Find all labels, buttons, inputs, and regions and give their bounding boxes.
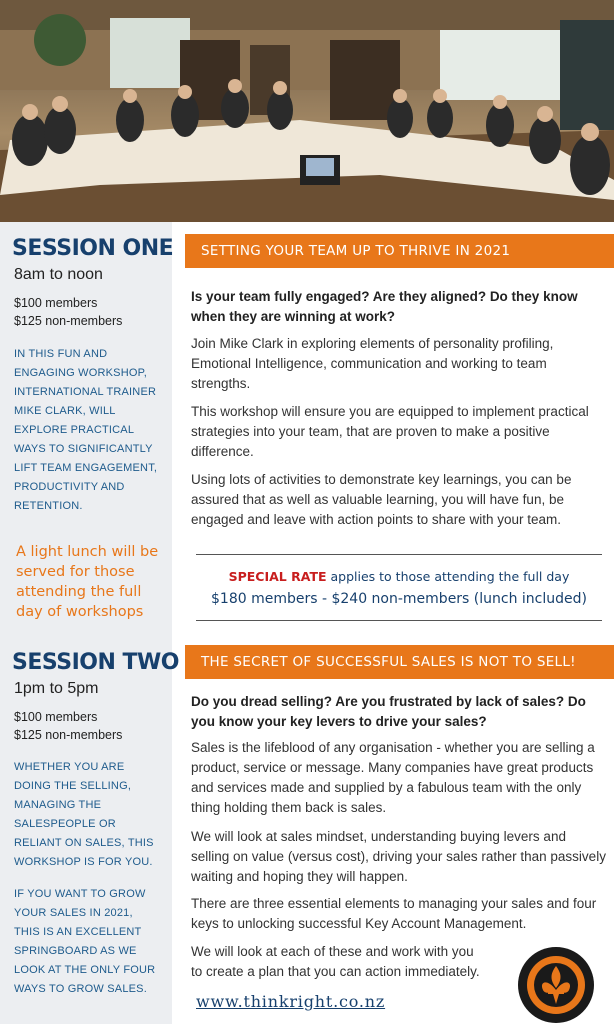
session-two-title: SESSION TWO [12, 650, 180, 675]
growth-line: THIS IS AN EXCELLENT [14, 926, 142, 938]
section-two-question: Do you dread selling? Are you frustrated by lack of sales? Do you know your key levers to drive your sales? [191, 694, 586, 729]
growth-line: IF YOU WANT TO GROW [14, 888, 146, 900]
lunch-line: attending the full [16, 584, 142, 600]
special-rate-line [196, 566, 602, 588]
session-one-time: 8am to noon [14, 266, 103, 283]
website-link[interactable]: www.thinkright.co.nz [196, 992, 386, 1011]
divider-top [196, 554, 602, 555]
triple-guarantee-logo [517, 946, 595, 1024]
description-line: WHETHER YOU ARE [14, 761, 125, 773]
session-two-time: 1pm to 5pm [14, 680, 99, 697]
description-line: DOING THE SELLING, [14, 780, 132, 792]
description-line: PRODUCTIVITY AND [14, 481, 125, 493]
session-one-price-non-members: $125 non-members [14, 314, 123, 328]
special-rate-prices: $180 members - $240 non-members (lunch included) [211, 591, 587, 607]
section-two-para-2: We will look at sales mindset, understanding buying levers and selling on value (versus cost), driving your sales rather than passively waiting and hoping they will happen. [191, 829, 606, 884]
lunch-note [16, 542, 166, 622]
growth-line: YOUR SALES IN 2021, [14, 907, 133, 919]
lunch-line: day of workshops [16, 604, 144, 620]
description-line: MIKE CLARK, WILL [14, 405, 116, 417]
section-one-question: Is your team fully engaged? Are they aligned? Do they know when they are winning at work? [191, 289, 578, 324]
description-line: WAYS TO SIGNIFICANTLY [14, 443, 153, 455]
section-one-banner: SETTING YOUR TEAM UP TO THRIVE IN 2021 [185, 234, 614, 268]
description-line: RETENTION. [14, 500, 83, 512]
special-rate [196, 566, 602, 610]
session-two-growth-note [14, 885, 164, 999]
description-line: RELIANT ON SALES, THIS [14, 837, 154, 849]
growth-line: WAYS TO GROW SALES. [14, 983, 147, 995]
workshop-photo [0, 0, 614, 222]
lunch-line: A light lunch will be [16, 544, 159, 560]
session-one-price-members: $100 members [14, 296, 98, 310]
section-two-para-1: Sales is the lifeblood of any organisation - whether you are selling a product, service or message. Many companies have great products and services made and supplied by a fabulous team with the only thing holding them back is sales. [191, 740, 595, 815]
growth-line: SPRINGBOARD AS WE [14, 945, 137, 957]
fleur-de-lis-icon [517, 946, 595, 1024]
divider-bottom [196, 620, 602, 621]
description-line: SALESPEOPLE OR [14, 818, 116, 830]
growth-line: LOOK AT THE ONLY FOUR [14, 964, 156, 976]
section-one-para-2: This workshop will ensure you are equipped to implement practical strategies into your team, that are proven to make a positive difference. [191, 404, 589, 459]
session-two-price-non-members: $125 non-members [14, 728, 123, 742]
description-line: MANAGING THE [14, 799, 102, 811]
description-line: LIFT TEAM ENGAGEMENT, [14, 462, 158, 474]
section-one-para-3: Using lots of activities to demonstrate key learnings, you can be assured that as well as valuable learning, you will have fun, be engaged and leave with action points to share with your team. [191, 472, 572, 527]
session-two-description [14, 758, 164, 872]
para-4-line: to create a plan that you can action immediately. [191, 964, 480, 979]
description-line: EXPLORE PRACTICAL [14, 424, 135, 436]
session-one-title: SESSION ONE [12, 236, 174, 261]
section-two-banner: THE SECRET OF SUCCESSFUL SALES IS NOT TO SELL! [185, 645, 614, 679]
description-line: IN THIS FUN AND [14, 348, 108, 360]
special-rate-label: SPECIAL RATE [228, 569, 327, 584]
description-line: ENGAGING WORKSHOP, [14, 367, 147, 379]
section-one-para-1: Join Mike Clark in exploring elements of personality profiling, Emotional Intelligence, communication and working to team strengths. [191, 336, 554, 391]
section-two-para-3: There are three essential elements to managing your sales and four keys to unlocking successful Key Account Management. [191, 896, 597, 931]
lunch-line: served for those [16, 564, 135, 580]
workshop-photo-art [0, 0, 614, 222]
session-one-description [14, 345, 164, 516]
description-line: INTERNATIONAL TRAINER [14, 386, 157, 398]
session-two-price-members: $100 members [14, 710, 98, 724]
description-line: WORKSHOP IS FOR YOU. [14, 856, 153, 868]
para-4-line: We will look at each of these and work with you [191, 944, 474, 959]
special-rate-text: applies to those attending the full day [326, 569, 570, 584]
